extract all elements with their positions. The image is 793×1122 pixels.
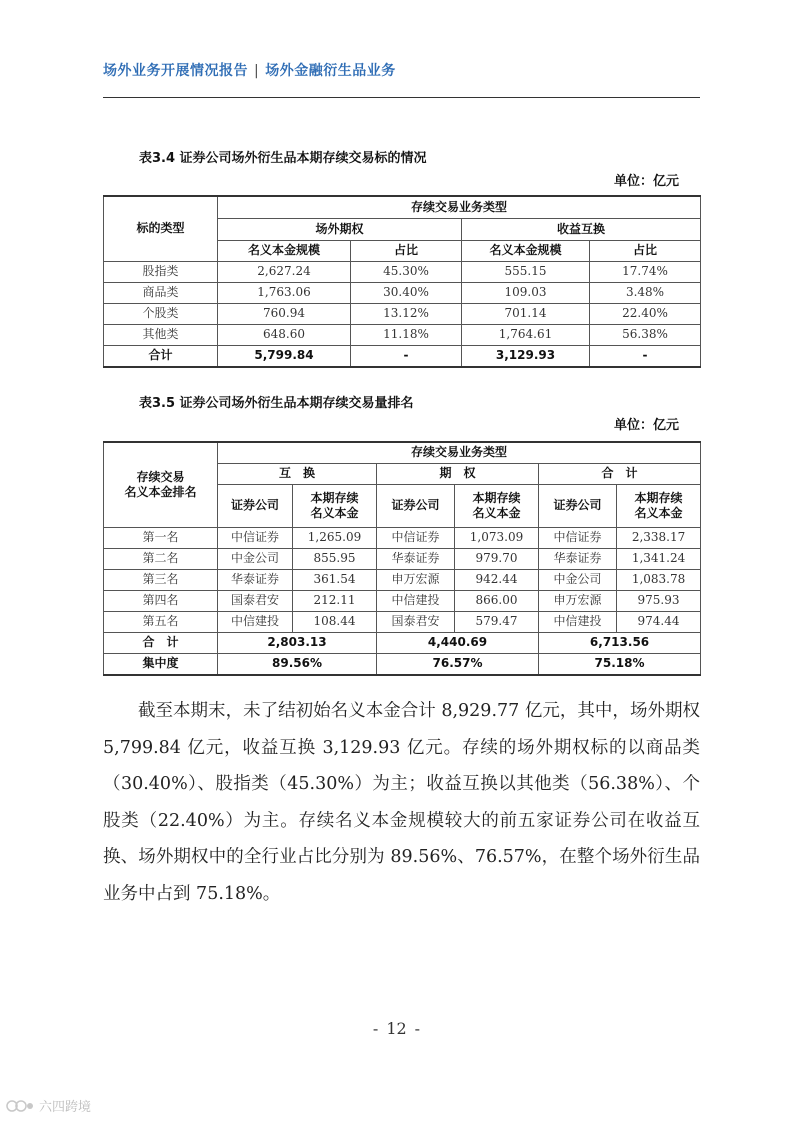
table2-row-label: [104, 442, 218, 527]
cell-total-amount: 1,083.78: [617, 569, 701, 590]
header-rule: [103, 97, 700, 98]
page-dash-right: -: [414, 1019, 421, 1038]
cell-total-amount: 974.44: [617, 611, 701, 632]
cell-options-share: 13.12%: [351, 303, 462, 324]
table-row: [104, 569, 701, 590]
cell-swaps-amount: 109.03: [462, 282, 590, 303]
cell-swaps-company: 华泰证券: [218, 569, 293, 590]
cell-options-amount: 942.44: [455, 569, 539, 590]
table2-unit: 单位：亿元: [614, 418, 680, 433]
cell-rank: 第一名: [104, 527, 218, 548]
table1-swaps-header: 收益互换: [462, 218, 701, 240]
cell-swaps-company: 中信证券: [218, 527, 293, 548]
table-row: [104, 527, 701, 548]
table2-swaps-header: 互 换: [218, 463, 377, 484]
cell-total-company: 中金公司: [539, 569, 617, 590]
cell-options-company: 中信证券: [377, 527, 455, 548]
cell-swaps-company: 中金公司: [218, 548, 293, 569]
page-number-value: 12: [386, 1019, 407, 1038]
header-separator: |: [254, 63, 260, 79]
cell-total-company: 中信建投: [539, 611, 617, 632]
table-total-row: [104, 632, 701, 653]
table2-caption: 表3.5 证券公司场外衍生品本期存续交易量排名: [139, 396, 414, 411]
page-number: [0, 1019, 793, 1038]
table2-row-label-line2: 名义本金排名: [124, 484, 197, 499]
cell-swaps-amount: 701.14: [462, 303, 590, 324]
header-section-title: 场外金融衍生品业务: [265, 63, 396, 79]
cell-type: 其他类: [104, 324, 218, 345]
cell-rank: 第二名: [104, 548, 218, 569]
table1-caption: 表3.4 证券公司场外衍生品本期存续交易标的情况: [139, 151, 427, 166]
table2-total-header: 合 计: [539, 463, 701, 484]
cell-swaps-amount: 1,764.61: [462, 324, 590, 345]
cell-concentration-label: 集中度: [104, 653, 218, 675]
table-row: [104, 261, 701, 282]
cell-concentration-swaps: 89.56%: [218, 653, 377, 675]
amount-header-line1: 本期存续: [472, 490, 521, 505]
amount-header-line1: 本期存续: [310, 490, 359, 505]
table-underlying-types: [103, 195, 701, 368]
table-row: [104, 590, 701, 611]
cell-concentration-overall: 75.18%: [539, 653, 701, 675]
table-row: [104, 548, 701, 569]
table-total-row: [104, 345, 701, 367]
table1-share-header: 占比: [590, 240, 701, 261]
body-paragraph: [103, 693, 700, 912]
cell-total-amount: 2,338.17: [617, 527, 701, 548]
table1-notional-header: 名义本金规模: [218, 240, 351, 261]
cell-options-amount: 2,627.24: [218, 261, 351, 282]
cell-swaps-share: 17.74%: [590, 261, 701, 282]
cell-options-amount: 1,763.06: [218, 282, 351, 303]
cell-total-options-amount: 5,799.84: [218, 345, 351, 367]
watermark-text: 六四跨境: [39, 1100, 92, 1115]
cell-swaps-share: 3.48%: [590, 282, 701, 303]
cell-swaps-share: 56.38%: [590, 324, 701, 345]
cell-total-options-share: -: [351, 345, 462, 367]
watermark-logo-icon: [6, 1098, 36, 1114]
cell-rank: 第三名: [104, 569, 218, 590]
watermark: [6, 1096, 91, 1115]
table2-group-header: 存续交易业务类型: [218, 442, 701, 463]
cell-options-share: 30.40%: [351, 282, 462, 303]
table1-row-label: 标的类型: [104, 196, 218, 261]
table-row: [104, 282, 701, 303]
table1-unit: 单位：亿元: [614, 174, 680, 189]
cell-swaps-amount: 1,265.09: [293, 527, 377, 548]
cell-options-amount: 979.70: [455, 548, 539, 569]
cell-swaps-amount: 108.44: [293, 611, 377, 632]
cell-total-options: 4,440.69: [377, 632, 539, 653]
cell-swaps-company: 中信建投: [218, 611, 293, 632]
cell-swaps-amount: 555.15: [462, 261, 590, 282]
cell-total-swaps-share: -: [590, 345, 701, 367]
cell-options-company: 申万宏源: [377, 569, 455, 590]
table1-group-header: 存续交易业务类型: [218, 196, 701, 218]
table-concentration-row: [104, 653, 701, 675]
table2-company-header: 证券公司: [377, 484, 455, 527]
amount-header-line2: 名义本金: [634, 505, 683, 520]
table2-company-header: 证券公司: [218, 484, 293, 527]
body-text: 截至本期末，未了结初始名义本金合计 8,929.77 亿元，其中，场外期权 5,799.84 亿元，收益互换 3,129.93 亿元。存续的场外期权标的以商品类（30.40%）、股指类（45.30%）为主；收益互换以其他类（56.38%）、个股类（22.40%）为主。存续名义本金规模较大的前五家证券公司在收益互换、场外期权中的全行业占比分别为 89.56%、76.57%，在整个场外衍生品业务中占到 75.18%。: [103, 701, 700, 904]
cell-options-amount: 579.47: [455, 611, 539, 632]
cell-swaps-amount: 855.95: [293, 548, 377, 569]
cell-total-company: 申万宏源: [539, 590, 617, 611]
cell-concentration-options: 76.57%: [377, 653, 539, 675]
cell-total-label: 合 计: [104, 632, 218, 653]
cell-swaps-company: 国泰君安: [218, 590, 293, 611]
cell-type: 股指类: [104, 261, 218, 282]
table-row: [104, 324, 701, 345]
cell-swaps-amount: 212.11: [293, 590, 377, 611]
amount-header-line2: 名义本金: [472, 505, 521, 520]
cell-options-share: 11.18%: [351, 324, 462, 345]
table2-amount-header: [617, 484, 701, 527]
amount-header-line1: 本期存续: [634, 490, 683, 505]
running-header: [103, 60, 396, 80]
cell-type: 商品类: [104, 282, 218, 303]
header-report-title: 场外业务开展情况报告: [103, 63, 248, 79]
table2-row-label-line1: 存续交易: [136, 469, 185, 484]
cell-options-amount: 648.60: [218, 324, 351, 345]
cell-options-company: 中信建投: [377, 590, 455, 611]
table2-company-header: 证券公司: [539, 484, 617, 527]
table-volume-ranking: [103, 441, 701, 676]
cell-options-amount: 866.00: [455, 590, 539, 611]
cell-total-company: 华泰证券: [539, 548, 617, 569]
cell-total-label: 合计: [104, 345, 218, 367]
cell-options-amount: 1,073.09: [455, 527, 539, 548]
cell-type: 个股类: [104, 303, 218, 324]
table1-options-header: 场外期权: [218, 218, 462, 240]
cell-total-swaps: 2,803.13: [218, 632, 377, 653]
table1-share-header: 占比: [351, 240, 462, 261]
cell-rank: 第五名: [104, 611, 218, 632]
cell-swaps-share: 22.40%: [590, 303, 701, 324]
table1-notional-header: 名义本金规模: [462, 240, 590, 261]
cell-options-company: 国泰君安: [377, 611, 455, 632]
cell-rank: 第四名: [104, 590, 218, 611]
page-dash-left: -: [372, 1019, 379, 1038]
cell-options-share: 45.30%: [351, 261, 462, 282]
amount-header-line2: 名义本金: [310, 505, 359, 520]
cell-swaps-amount: 361.54: [293, 569, 377, 590]
table2-options-header: 期 权: [377, 463, 539, 484]
cell-options-amount: 760.94: [218, 303, 351, 324]
cell-total-company: 中信证券: [539, 527, 617, 548]
cell-total-swaps-amount: 3,129.93: [462, 345, 590, 367]
table2-amount-header: [293, 484, 377, 527]
table-row: [104, 303, 701, 324]
cell-total-amount: 975.93: [617, 590, 701, 611]
table2-amount-header: [455, 484, 539, 527]
cell-total-overall: 6,713.56: [539, 632, 701, 653]
cell-total-amount: 1,341.24: [617, 548, 701, 569]
table-row: [104, 611, 701, 632]
cell-options-company: 华泰证券: [377, 548, 455, 569]
